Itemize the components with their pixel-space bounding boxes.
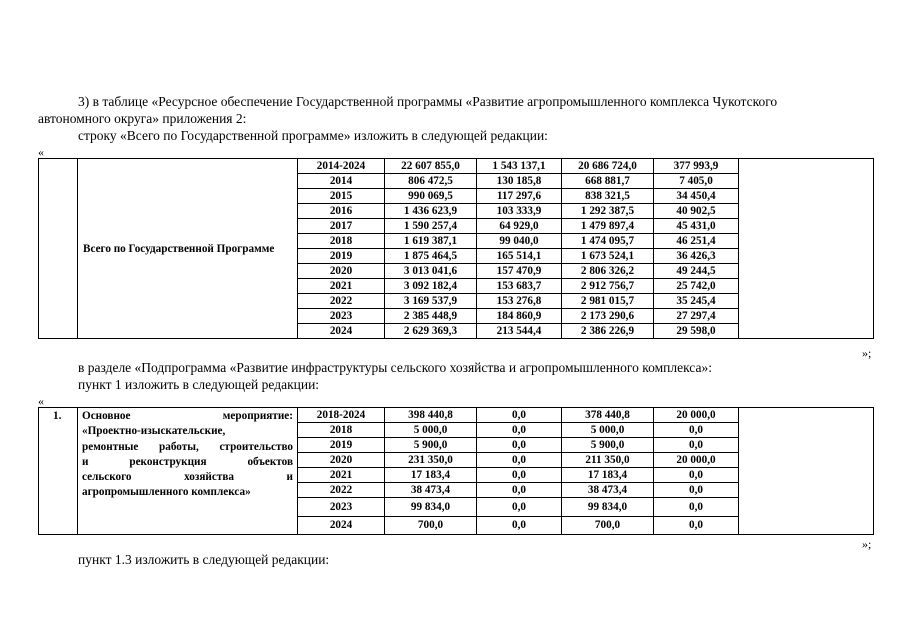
value-cell: 0,0: [654, 483, 739, 498]
value-cell: 165 514,1: [477, 249, 562, 264]
period-cell: 2016: [298, 204, 385, 219]
value-cell: 2 385 448,9: [385, 309, 477, 324]
value-cell: 3 092 182,4: [385, 279, 477, 294]
value-cell: 35 245,4: [654, 294, 739, 309]
period-cell: 2014-2024: [298, 159, 385, 174]
value-cell: 157 470,9: [477, 264, 562, 279]
empty-cell: [739, 408, 874, 535]
description-line: Основное мероприятие:: [82, 410, 293, 422]
value-cell: 49 244,5: [654, 264, 739, 279]
value-cell: 5 000,0: [562, 423, 654, 438]
value-cell: 377 993,9: [654, 159, 739, 174]
period-cell: 2024: [298, 517, 385, 535]
value-cell: 700,0: [562, 517, 654, 535]
period-cell: 2023: [298, 309, 385, 324]
period-cell: 2018-2024: [298, 408, 385, 423]
value-cell: 29 598,0: [654, 324, 739, 339]
value-cell: 99 040,0: [477, 234, 562, 249]
period-cell: 2019: [298, 249, 385, 264]
value-cell: 3 013 041,6: [385, 264, 477, 279]
value-cell: 2 173 290,6: [562, 309, 654, 324]
open-quote-1: «: [38, 145, 44, 159]
period-cell: 2020: [298, 264, 385, 279]
value-cell: 398 440,8: [385, 408, 477, 423]
value-cell: 25 742,0: [654, 279, 739, 294]
value-cell: 0,0: [477, 438, 562, 453]
number-cell: [39, 159, 78, 339]
period-cell: 2018: [298, 423, 385, 438]
value-cell: 2 629 369,3: [385, 324, 477, 339]
resource-table-total-body: [39, 159, 874, 339]
intro-line-1: 3) в таблице «Ресурсное обеспечение Государственной программы «Развитие агропромышленного комплекса Чукотского: [78, 94, 778, 109]
row-name-cell: Всего по Государственной Программе: [78, 159, 298, 339]
value-cell: 153 683,7: [477, 279, 562, 294]
period-cell: 2019: [298, 438, 385, 453]
description-line: и реконструкция объектов: [82, 455, 293, 468]
value-cell: 0,0: [477, 453, 562, 468]
resource-table-total: [38, 158, 874, 339]
value-cell: 838 321,5: [562, 189, 654, 204]
value-cell: 2 981 015,7: [562, 294, 654, 309]
close-quote-2: »;: [862, 537, 872, 551]
value-cell: 38 473,4: [385, 483, 477, 498]
value-cell: 378 440,8: [562, 408, 654, 423]
value-cell: 1 479 897,4: [562, 219, 654, 234]
value-cell: 1 619 387,1: [385, 234, 477, 249]
period-cell: 2021: [298, 468, 385, 483]
value-cell: 0,0: [654, 468, 739, 483]
intro-line-2: автономного округа» приложения 2:: [38, 111, 247, 126]
value-cell: 700,0: [385, 517, 477, 535]
value-cell: 2 386 226,9: [562, 324, 654, 339]
description-line: сельского хозяйства и: [82, 471, 293, 484]
value-cell: 64 929,0: [477, 219, 562, 234]
period-cell: 2023: [298, 498, 385, 517]
value-cell: 45 431,0: [654, 219, 739, 234]
resource-table-subprogram: [38, 407, 874, 535]
description-line: агропромышленного комплекса»: [82, 486, 251, 499]
value-cell: 99 834,0: [562, 498, 654, 517]
value-cell: 5 900,0: [385, 438, 477, 453]
open-quote-2: «: [38, 394, 44, 408]
period-cell: 2022: [298, 294, 385, 309]
value-cell: 213 544,4: [477, 324, 562, 339]
resource-table-subprogram-body: [39, 408, 874, 535]
value-cell: 1 673 524,1: [562, 249, 654, 264]
value-cell: 7 405,0: [654, 174, 739, 189]
value-cell: 99 834,0: [385, 498, 477, 517]
value-cell: 0,0: [477, 483, 562, 498]
value-cell: 231 350,0: [385, 453, 477, 468]
value-cell: 0,0: [654, 517, 739, 535]
value-cell: 3 169 537,9: [385, 294, 477, 309]
value-cell: 0,0: [654, 438, 739, 453]
value-cell: 0,0: [477, 468, 562, 483]
period-cell: 2018: [298, 234, 385, 249]
value-cell: 0,0: [477, 517, 562, 535]
value-cell: 1 436 623,9: [385, 204, 477, 219]
value-cell: 0,0: [477, 498, 562, 517]
value-cell: 990 069,5: [385, 189, 477, 204]
value-cell: 130 185,8: [477, 174, 562, 189]
period-cell: 2014: [298, 174, 385, 189]
value-cell: 46 251,4: [654, 234, 739, 249]
value-cell: 0,0: [477, 408, 562, 423]
value-cell: 1 474 095,7: [562, 234, 654, 249]
table-row: [39, 408, 874, 423]
table-row: [39, 159, 874, 174]
description-line: «Проектно-изыскательские,: [82, 425, 226, 438]
item-number-cell: 1.: [39, 408, 78, 535]
value-cell: 20 000,0: [654, 453, 739, 468]
value-cell: 38 473,4: [562, 483, 654, 498]
value-cell: 1 875 464,5: [385, 249, 477, 264]
empty-cell: [739, 159, 874, 339]
period-cell: 2020: [298, 453, 385, 468]
value-cell: 153 276,8: [477, 294, 562, 309]
value-cell: 806 472,5: [385, 174, 477, 189]
value-cell: 27 297,4: [654, 309, 739, 324]
value-cell: 0,0: [654, 423, 739, 438]
value-cell: 2 912 756,7: [562, 279, 654, 294]
value-cell: 0,0: [654, 498, 739, 517]
value-cell: 668 881,7: [562, 174, 654, 189]
period-cell: 2022: [298, 483, 385, 498]
description-line: ремонтные работы, строительство: [82, 440, 293, 453]
close-quote-1: »;: [862, 346, 872, 360]
value-cell: 17 183,4: [562, 468, 654, 483]
value-cell: 2 806 326,2: [562, 264, 654, 279]
intro-line-3: строку «Всего по Государственной программе» изложить в следующей редакции:: [78, 128, 548, 143]
value-cell: 40 902,5: [654, 204, 739, 219]
value-cell: 211 350,0: [562, 453, 654, 468]
value-cell: 20 000,0: [654, 408, 739, 423]
footer-line-1: пункт 1.3 изложить в следующей редакции:: [78, 552, 330, 567]
value-cell: 34 450,4: [654, 189, 739, 204]
period-cell: 2024: [298, 324, 385, 339]
value-cell: 0,0: [477, 423, 562, 438]
period-cell: 2017: [298, 219, 385, 234]
period-cell: 2021: [298, 279, 385, 294]
middle-line-2: пункт 1 изложить в следующей редакции:: [78, 377, 320, 392]
value-cell: 117 297,6: [477, 189, 562, 204]
value-cell: 22 607 855,0: [385, 159, 477, 174]
value-cell: 5 900,0: [562, 438, 654, 453]
value-cell: 17 183,4: [385, 468, 477, 483]
value-cell: 103 333,9: [477, 204, 562, 219]
period-cell: 2015: [298, 189, 385, 204]
value-cell: 1 292 387,5: [562, 204, 654, 219]
value-cell: 36 426,3: [654, 249, 739, 264]
middle-line-1: в разделе «Подпрограмма «Развитие инфраструктуры сельского хозяйства и агропромышленного комплекса»:: [78, 360, 712, 375]
value-cell: 5 000,0: [385, 423, 477, 438]
value-cell: 1 590 257,4: [385, 219, 477, 234]
value-cell: 184 860,9: [477, 309, 562, 324]
value-cell: 20 686 724,0: [562, 159, 654, 174]
value-cell: 1 543 137,1: [477, 159, 562, 174]
item-description-cell: [78, 408, 298, 535]
